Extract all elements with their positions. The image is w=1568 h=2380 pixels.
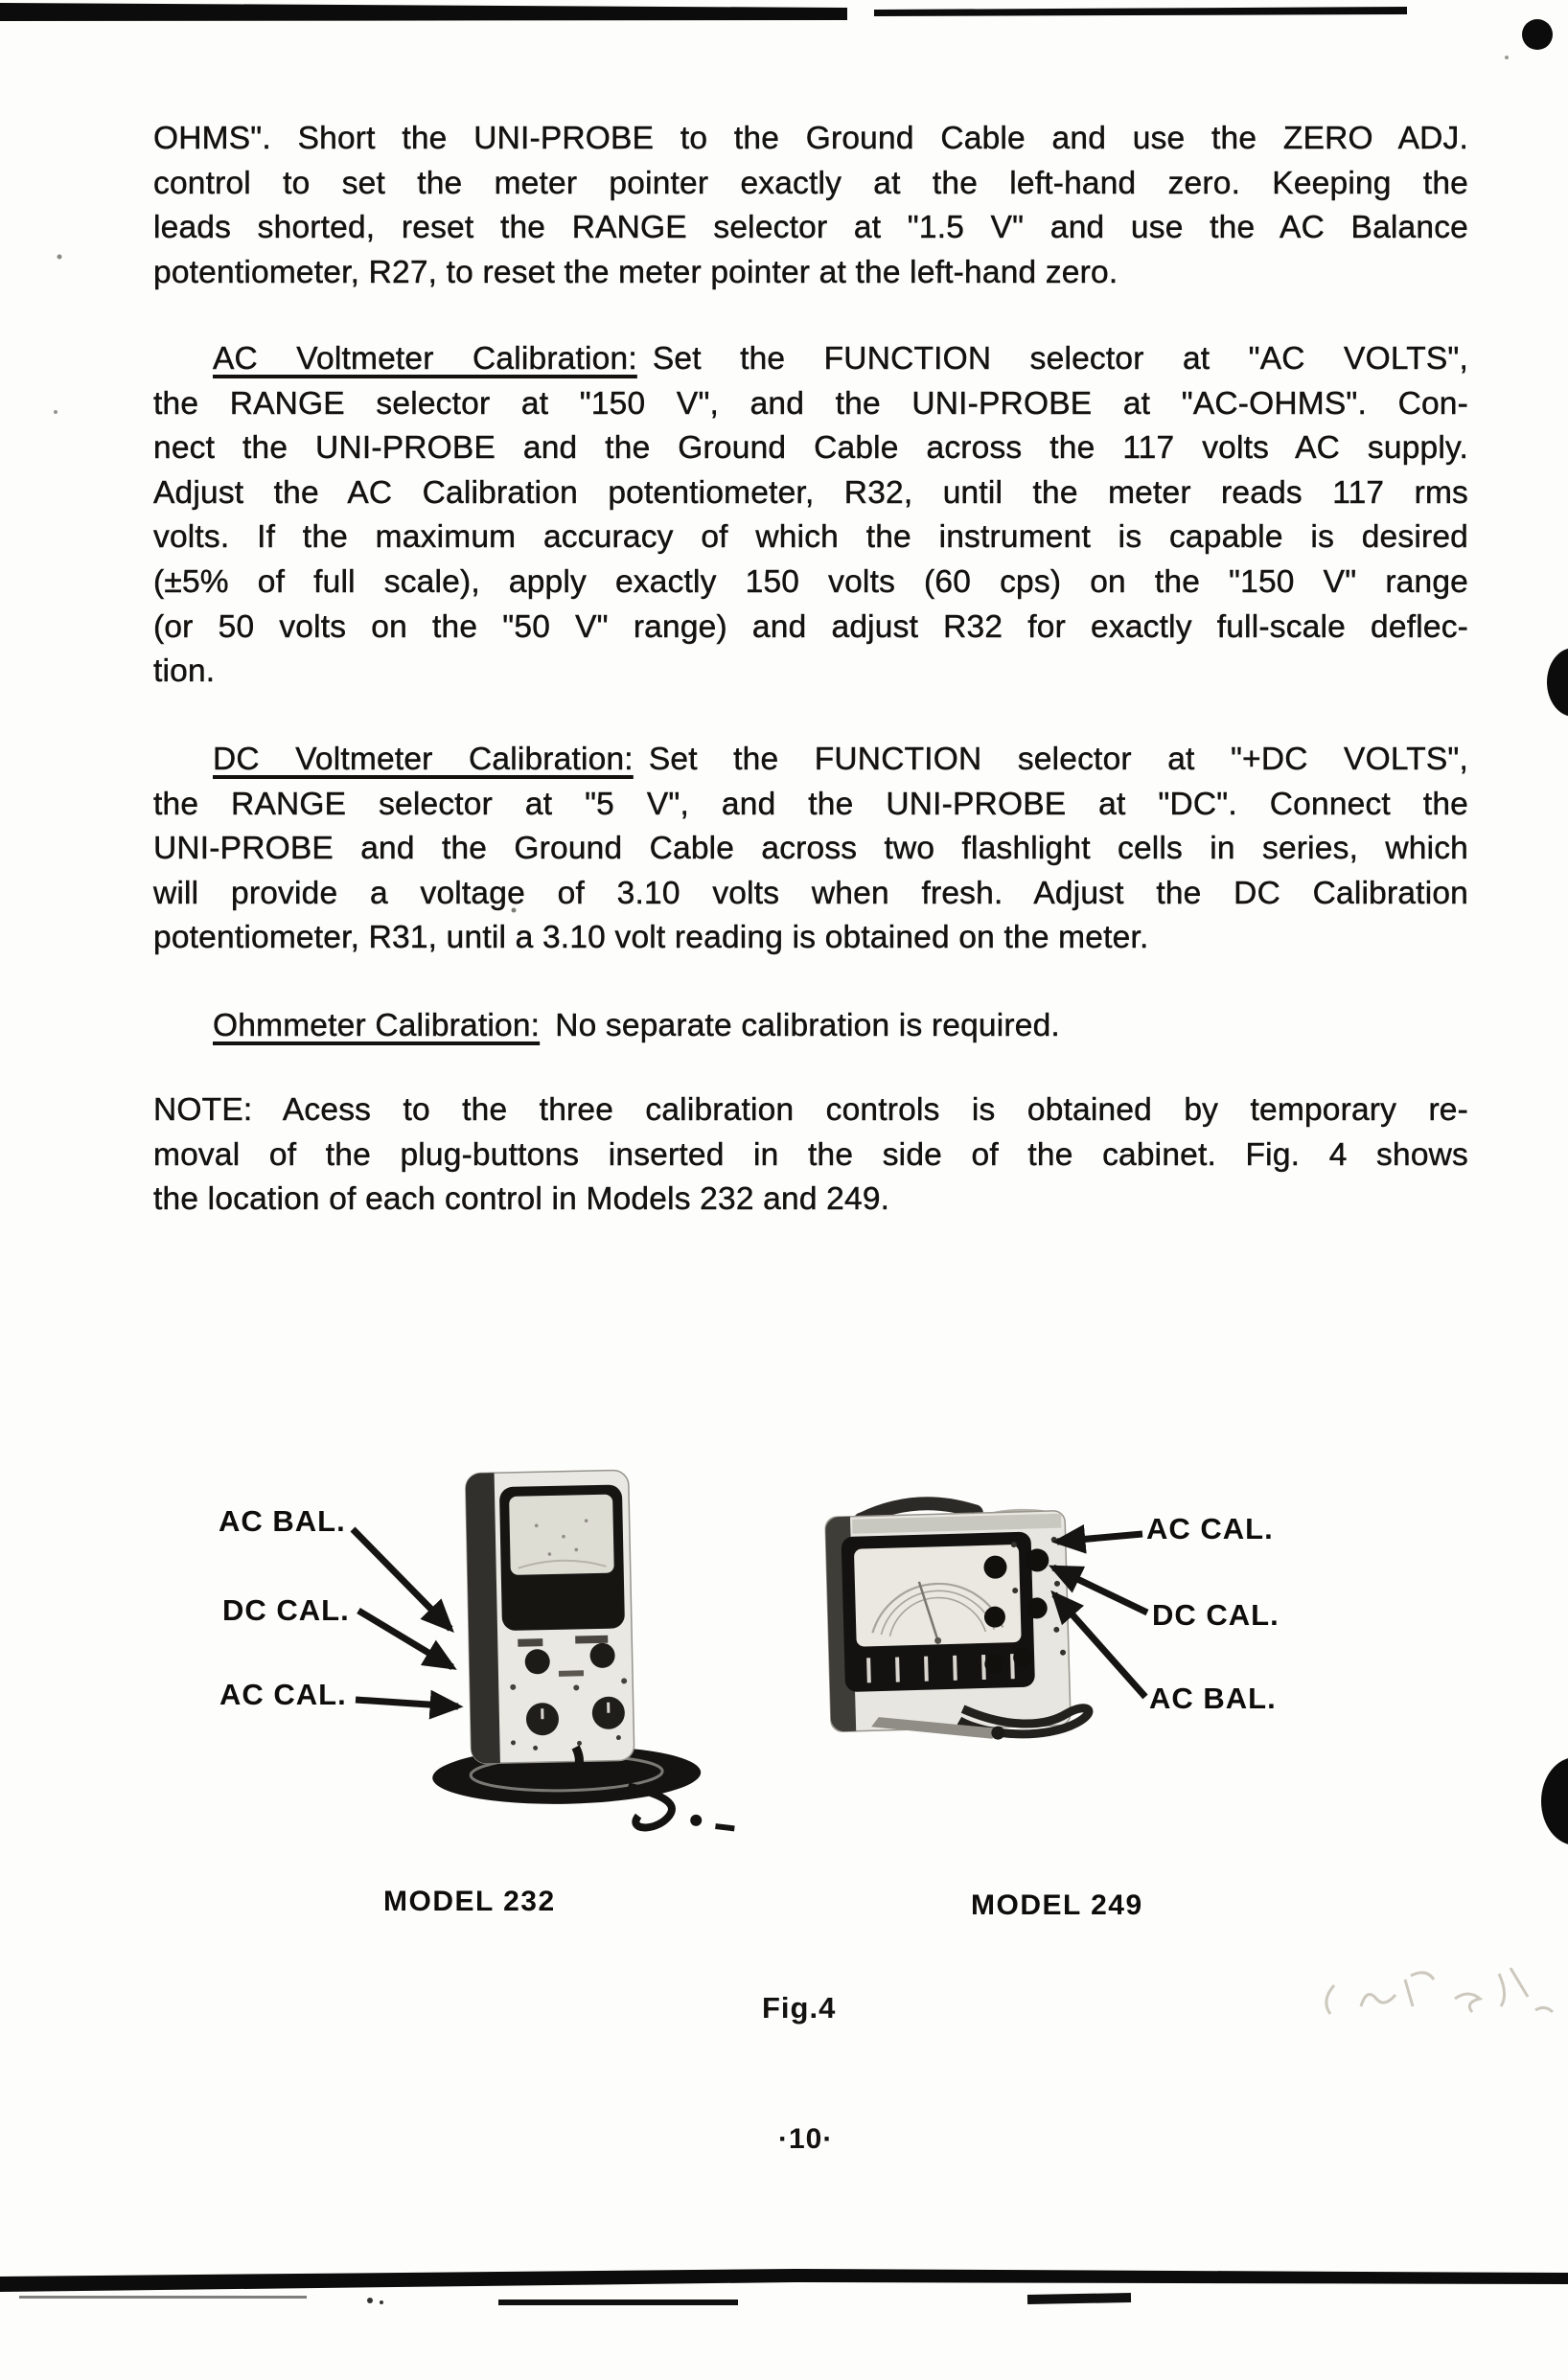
- bottom-edge-marks: [0, 2269, 1568, 2305]
- text-line: OHMS". Short the UNI-PROBE to the Ground Cable and use the ZERO ADJ.: [153, 121, 1468, 156]
- label-dc-cal-left: DC CAL.: [222, 1593, 350, 1627]
- arrow-ac-cal-left: [356, 1700, 458, 1706]
- right-edge-blobs: [1541, 648, 1568, 1845]
- text-line: nect the UNI-PROBE and the Ground Cable across the 117 volts AC supply.: [153, 430, 1468, 467]
- label-ac-cal-left: AC CAL.: [219, 1678, 347, 1711]
- text-line: UNI-PROBE and the Ground Cable across two flashlight cells in series, which: [153, 831, 1468, 867]
- text-line: [153, 1004, 1468, 1049]
- ac-voltmeter-heading: AC Voltmeter Calibration:: [213, 341, 637, 377]
- heading-line-rest: Set the FUNCTION selector at "+DC VOLTS",: [648, 742, 1468, 777]
- arrow-ac-cal-right: [1057, 1534, 1142, 1542]
- top-edge-marks: [0, 3, 1553, 50]
- text-line: NOTE: Acess to the three calibration controls is obtained by temporary re-: [153, 1092, 1468, 1128]
- text-line: the RANGE selector at "150 V", and the UNI-PROBE at "AC-OHMS". Con-: [153, 385, 1468, 422]
- text-line: potentiometer, R27, to reset the meter pointer at the left-hand zero.: [153, 254, 1118, 290]
- text-line: (±5% of full scale), apply exactly 150 volts (60 cps) on the "150 V" range: [153, 563, 1468, 600]
- label-ac-cal-right: AC CAL.: [1146, 1512, 1274, 1545]
- text-line: the location of each control in Models 232 and 249.: [153, 1181, 890, 1218]
- text-line: will provide a voltage of 3.10 volts when fresh. Adjust the DC Calibration: [153, 875, 1468, 911]
- paragraph-ohmmeter-calibration: [153, 1004, 1468, 1049]
- text-line: volts. If the maximum accuracy of which the instrument is capable is desired: [153, 519, 1468, 556]
- text-line: the RANGE selector at "5 V", and the UNI-PROBE at "DC". Connect the: [153, 786, 1468, 822]
- text-line: control to set the meter pointer exactly at the left-hand zero. Keeping the: [153, 165, 1468, 201]
- text-line: [153, 738, 1468, 783]
- heading-line-rest: Set the FUNCTION selector at "AC VOLTS",: [652, 341, 1469, 377]
- paragraph-note: [153, 1088, 1468, 1223]
- text-line: leads shorted, reset the RANGE selector at "1.5 V" and use the AC Balance: [153, 210, 1468, 246]
- text-line: (or 50 volts on the "50 V" range) and adjust R32 for exactly full-scale deflec-: [153, 608, 1468, 645]
- pencil-scribble: [1326, 1968, 1553, 2014]
- text-line: potentiometer, R31, until a 3.10 volt reading is obtained on the meter.: [153, 920, 1149, 956]
- page-number: ·10·: [778, 2123, 834, 2155]
- heading-line-rest: No separate calibration is required.: [555, 1008, 1060, 1043]
- ohmmeter-heading: Ohmmeter Calibration:: [213, 1008, 541, 1043]
- label-ac-bal-right: AC BAL.: [1149, 1682, 1277, 1715]
- model-232-illustration: [427, 1468, 735, 1838]
- model-249-illustration: [825, 1499, 1090, 1745]
- text-line: Adjust the AC Calibration potentiometer, R32, until the meter reads 117 rms: [153, 474, 1468, 511]
- paragraph-ohms-continuation: [153, 117, 1468, 295]
- text-line: [153, 337, 1468, 382]
- paragraph-dc-voltmeter-calibration: [153, 738, 1468, 961]
- figure-number: Fig.4: [762, 1991, 837, 2025]
- text-line: moval of the plug-buttons inserted in the side of the cabinet. Fig. 4 shows: [153, 1136, 1468, 1173]
- caption-model-232: MODEL 232: [383, 1886, 556, 1917]
- label-dc-cal-right: DC CAL.: [1152, 1598, 1280, 1632]
- dc-voltmeter-heading: DC Voltmeter Calibration:: [213, 742, 634, 777]
- label-ac-bal-left: AC BAL.: [219, 1504, 346, 1538]
- text-line: tion.: [153, 653, 216, 690]
- paragraph-ac-voltmeter-calibration: [153, 337, 1468, 695]
- caption-model-249: MODEL 249: [971, 1889, 1143, 1921]
